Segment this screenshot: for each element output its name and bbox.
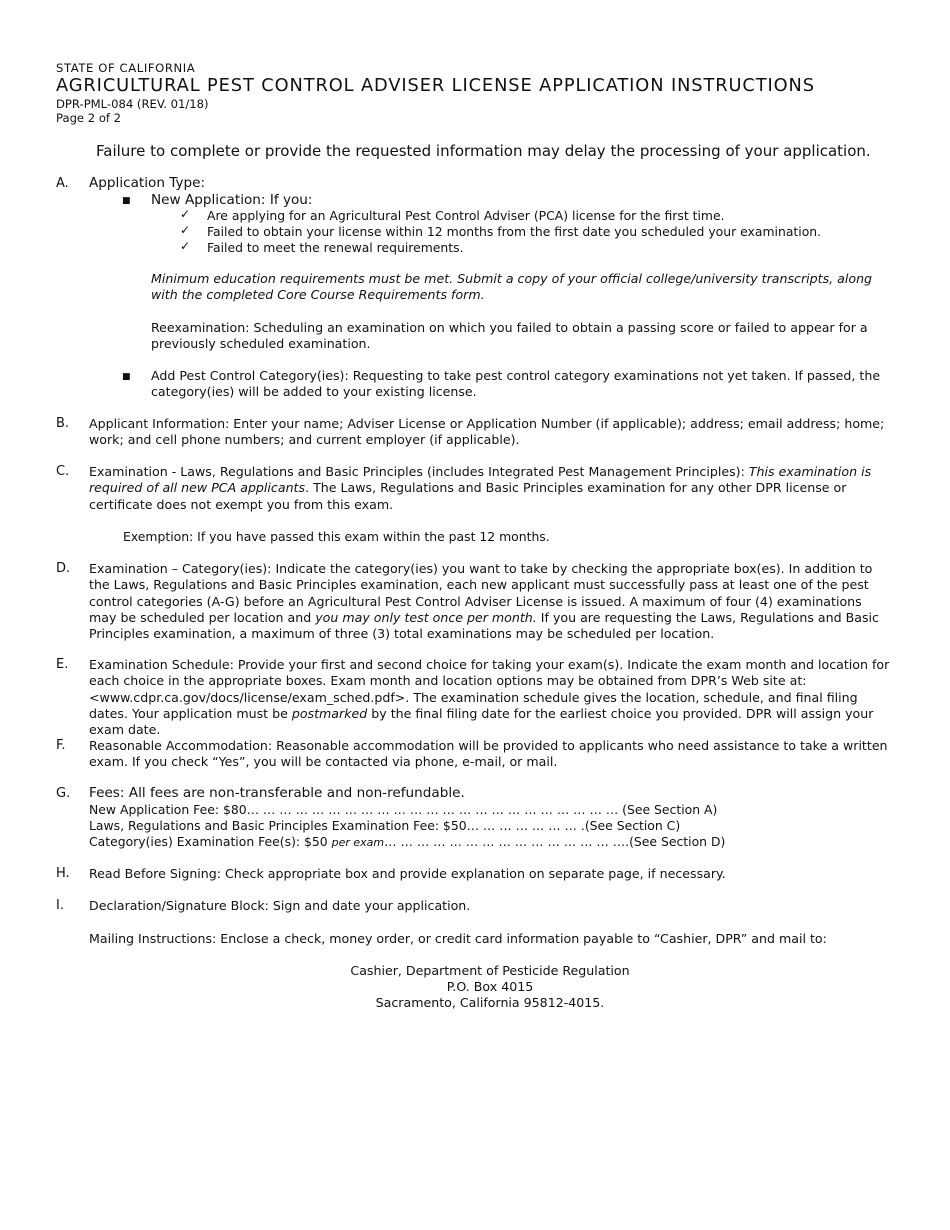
form-number: DPR-PML-084 (REV. 01/18) xyxy=(56,97,209,111)
section-g-letter: G. xyxy=(56,786,71,801)
section-f-letter: F. xyxy=(56,738,66,753)
section-h-letter: H. xyxy=(56,866,70,881)
section-e-letter: E. xyxy=(56,657,69,672)
reexamination-text: Reexamination: Scheduling an examination on which you failed to obtain a passing score or failed to appear for a previously scheduled examination. xyxy=(151,320,868,352)
section-g-label: Fees: All fees are non-transferable and non-refundable. xyxy=(89,785,465,801)
notice-text: Failure to complete or provide the requested information may delay the processing of your application. xyxy=(96,142,871,160)
checkmark-icon: ✓ xyxy=(180,239,191,253)
mailing-address-line-2: P.O. Box 4015 xyxy=(446,979,534,994)
mailing-instructions: Mailing Instructions: Enclose a check, money order, or credit card information payable to “Cashier, DPR” and mail to: xyxy=(89,931,827,946)
add-category-text: Add Pest Control Category(ies): Requesting to take pest control category examinations not yet taken. If passed, the category(ies) will be added to your existing license. xyxy=(151,368,881,400)
section-h-text: Read Before Signing: Check appropriate box and provide explanation on separate page, if necessary. xyxy=(89,866,726,881)
new-app-check-1: Are applying for an Agricultural Pest Control Adviser (PCA) license for the first time. xyxy=(207,208,725,223)
mailing-address-line-3: Sacramento, California 95812-4015. xyxy=(375,995,605,1010)
state-heading: STATE OF CALIFORNIA xyxy=(56,61,196,75)
section-c-text: Examination - Laws, Regulations and Basic Principles (includes Integrated Pest Management Principles): This examination is required of all new PCA applicants. The Laws, Regulations and Basic Principles examination for any other DPR license or certificate does not exempt you from this exam. xyxy=(89,464,872,512)
section-i-text: Declaration/Signature Block: Sign and date your application. xyxy=(89,898,471,913)
page-number: Page 2 of 2 xyxy=(56,111,122,125)
fee-category-exam: Category(ies) Examination Fee(s): $50 per exam… … … … … … … … … … … … … … ….(See Section D) xyxy=(89,834,726,849)
bullet-icon: ■ xyxy=(122,372,131,382)
checkmark-icon: ✓ xyxy=(180,207,191,221)
exemption-text: Exemption: If you have passed this exam within the past 12 months. xyxy=(123,529,550,544)
fee-laws-exam: Laws, Regulations and Basic Principles Examination Fee: $50… … … … … … … .(See Section C) xyxy=(89,818,681,833)
section-a-letter: A. xyxy=(56,176,69,191)
section-e-text: Examination Schedule: Provide your first and second choice for taking your exam(s). Indicate the exam month and location for each choice in the appropriate boxes. Exam month and location options may be obtained from DPR’s Web site at: <www.cdpr.ca.gov/docs/license/exam_sched.pdf>. The examination schedule gives the location, schedule, and final filing dates. Your application must be postmarked by the final filing date for the earliest choice you provided. DPR will assign your exam date. xyxy=(89,657,890,738)
new-app-check-2: Failed to obtain your license within 12 months from the first date you scheduled your examination. xyxy=(207,224,822,239)
new-application-label: New Application: If you: xyxy=(151,192,313,208)
section-f-text: Reasonable Accommodation: Reasonable accommodation will be provided to applicants who need assistance to take a written exam. If you check “Yes”, you will be contacted via phone, e-mail, or mail. xyxy=(89,738,888,770)
section-b-text: Applicant Information: Enter your name; Adviser License or Application Number (if applicable); address; email address; home; work; and cell phone numbers; and current employer (if applicable). xyxy=(89,416,885,448)
section-i-letter: I. xyxy=(56,898,64,913)
checkmark-icon: ✓ xyxy=(180,223,191,237)
document-title: AGRICULTURAL PEST CONTROL ADVISER LICENSE APPLICATION INSTRUCTIONS xyxy=(56,75,815,96)
bullet-icon: ■ xyxy=(122,196,131,206)
section-a-title: Application Type: xyxy=(89,175,206,191)
section-b-letter: B. xyxy=(56,416,70,431)
fee-new-application: New Application Fee: $80… … … … … … … … … … … … … … … … … … … … … … … (See Section A) xyxy=(89,802,718,817)
section-d-letter: D. xyxy=(56,561,71,576)
section-c-letter: C. xyxy=(56,464,70,479)
new-app-check-3: Failed to meet the renewal requirements. xyxy=(207,240,464,255)
section-d-text: Examination – Category(ies): Indicate the category(ies) you want to take by checking the appropriate box(es). In addition to the Laws, Regulations and Basic Principles examination, each new applicant must successfully pass at least one of the pest control categories (A-G) before an Agricultural Pest Control Adviser License is issued. A maximum of four (4) examinations may be scheduled per location and you may only test once per month. If you are requesting the Laws, Regulations and Basic Principles examination, a maximum of three (3) total examinations may be scheduled per location. xyxy=(89,561,879,642)
min-education-note: Minimum education requirements must be met. Submit a copy of your official college/university transcripts, along with the completed Core Course Requirements form. xyxy=(151,271,873,303)
mailing-address-line-1: Cashier, Department of Pesticide Regulation xyxy=(350,963,630,978)
